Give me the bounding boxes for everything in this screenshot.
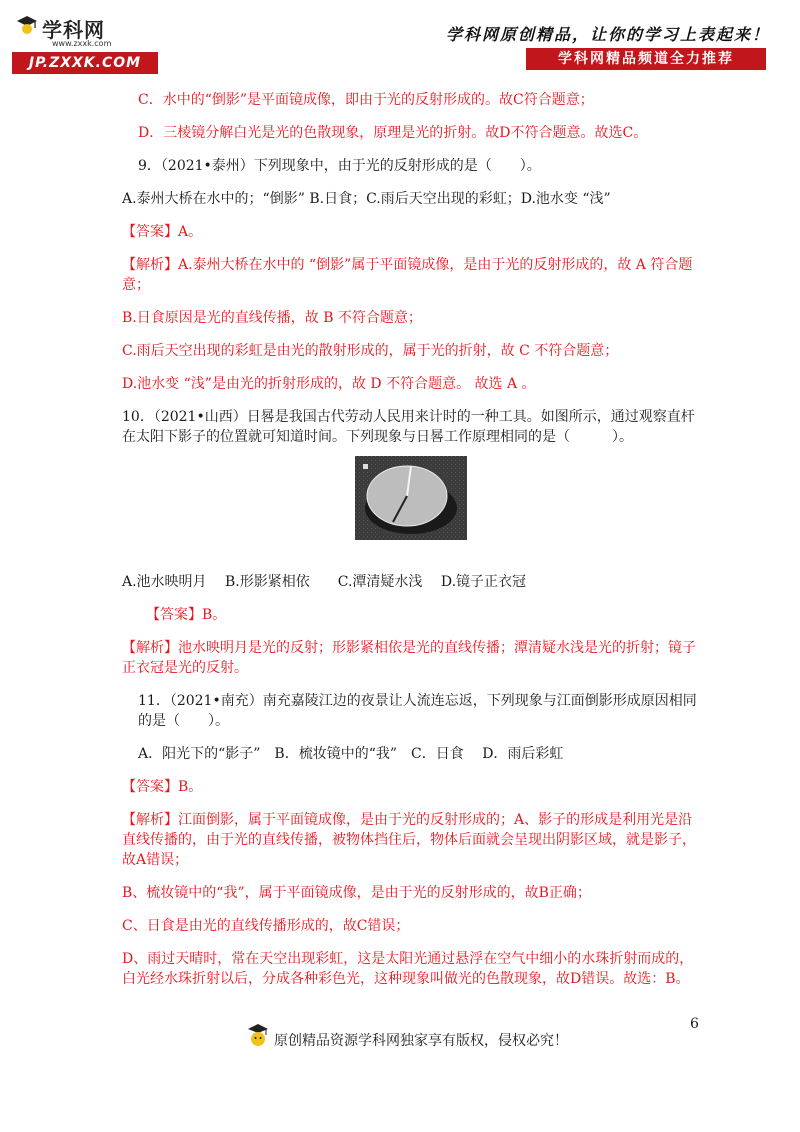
header-slogan: 学科网原创精品，让你的学习上表起来！ [445,25,770,44]
question-block-1 [122,90,702,447]
text-line: A.池水映明月 B.形影紧相依 C.潭清疑水浅 D.镜子正衣冠 [122,574,527,590]
text-line: 【解析】A.泰州大桥在水中的 “倒影”属于平面镜成像，是由于光的反射形成的，故 A 符合题意； [122,257,693,293]
question-block-2 [122,572,702,989]
zxxk-logo [12,14,162,74]
text-line: C.雨后天空出现的彩虹是由光的散射形成的，属于光的折射，故 C 不符合题意； [122,343,619,359]
text-line: B、梳妆镜中的“我”，属于平面镜成像，是由于光的反射形成的，故B正确； [122,885,591,901]
text-line: C．水中的“倒影”是平面镜成像，即由于光的反射形成的。故C符合题意； [138,92,594,108]
logo-domain: www.zxxk.com [52,39,112,48]
copyright-notice: 原创精品资源学科网独家享有版权，侵权必究！ [274,1033,568,1049]
text-line: D、雨过天晴时，常在天空出现彩虹，这是太阳光通过悬浮在空气中细小的水珠折射而成的，白光经水珠折射以后，分成各种彩色光，这种现象叫做光的色散现象，故D错误。故选：B。 [122,951,694,987]
text-line: 【答案】B。 [122,779,203,795]
text-line: 11．（2021•南充）南充嘉陵江边的夜景让人流连忘返，下列现象与江面倒影形成原因相同的是（ ）。 [138,693,697,729]
text-line: A．阳光下的“影子” B．梳妆镜中的“我” C．日食 D．雨后彩虹 [138,746,564,762]
text-line: 【答案】B。 [146,607,227,623]
text-line: 9．（2021•泰州）下列现象中，由于光的反射形成的是（ ）。 [138,158,541,174]
text-line: 10．（2021•山西）日晷是我国古代劳动人民用来计时的一种工具。如图所示，通过观察直杆在太阳下影子的位置就可知道时间。下列现象与日晷工作原理相同的是（ ）。 [122,409,695,445]
sundial-figure [355,456,467,540]
page-header [0,0,800,80]
page-number: 6 [690,1016,699,1032]
mascot-icon [246,1022,270,1052]
logo-title: 学科网 [42,18,105,42]
text-line: A.泰州大桥在水中的；“倒影” B.日食；C.雨后天空出现的彩虹；D.池水变 “浅” [122,191,611,207]
text-line: D.池水变 “浅”是由光的折射形成的，故 D 不符合题意。 故选 A 。 [122,376,536,392]
header-banner: 学科网精品频道全力推荐 [526,48,766,70]
text-line: B.日食原因是光的直线传播，故 B 不符合题意； [122,310,422,326]
text-line: 【答案】A。 [122,224,203,240]
text-line: C、日食是由光的直线传播形成的，故C错误； [122,918,410,934]
logo-url: JP.ZXXK.COM [12,52,158,74]
text-line: 【解析】池水映明月是光的反射；形影紧相依是光的直线传播；潭清疑水浅是光的折射；镜子正衣冠是光的反射。 [122,640,696,676]
text-line: 【解析】江面倒影，属于平面镜成像，是由于光的反射形成的；A、影子的形成是利用光是沿直线传播的，由于光的直线传播，被物体挡住后，物体后面就会呈现出阴影区域，就是影子，故A错误； [122,812,696,868]
text-line: D．三棱镜分解白光是光的色散现象，原理是光的折射。故D不符合题意。故选C。 [138,125,648,141]
document-body [122,90,702,1002]
graduation-cap-icon [16,14,38,36]
page-footer [0,1000,800,1060]
